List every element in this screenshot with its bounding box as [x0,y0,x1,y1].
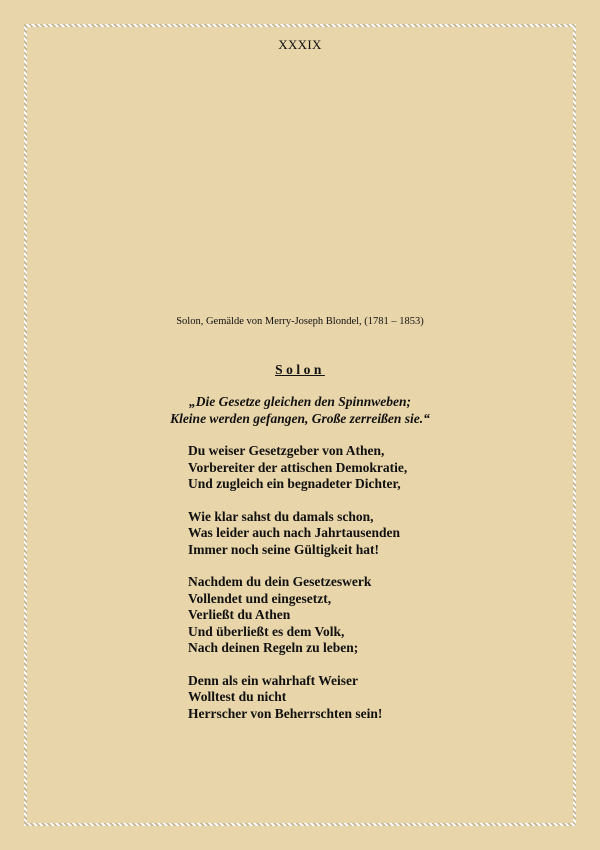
painting-caption: Solon, Gemälde von Merry-Joseph Blondel, (1781 – 1853) [176,316,424,327]
poem-line: Nachdem du dein Gesetzeswerk [188,574,372,589]
poem-line: Was leider auch nach Jahrtausenden [188,525,401,540]
poem-epigraph [0,393,600,427]
epigraph-line: „Die Gesetze gleichen den Spinnweben; [189,394,411,409]
stanza [188,509,407,559]
stanza [188,574,407,657]
poem-line: Und überließt es dem Volk, [188,623,345,639]
poem-line: Herrscher von Beherrschten sein! [188,705,383,721]
poem-line: Und zugleich ein begnadeter Dichter, [188,476,401,491]
page-number: XXXIX [278,37,322,52]
poem-line: Vollendet und eingesetzt, [188,590,332,606]
epigraph-line: Kleine werden gefangen, Große zerreißen sie.“ [170,411,430,426]
poem-line: Vorbereiter der attischen Demokratie, [188,459,408,475]
stanza [188,443,407,493]
poem-line: Du weiser Gesetzgeber von Athen, [188,443,385,458]
poem-title: Solon [275,362,325,377]
poem-line: Denn als ein wahrhaft Weiser [188,672,359,688]
poem-line: Immer noch seine Gültigkeit hat! [188,541,379,557]
poem-body [188,443,407,738]
poem-line: Wie klar sahst du damals schon, [188,508,374,524]
poem-line: Nach deinen Regeln zu leben; [188,640,359,655]
poem-line: Wolltest du nicht [188,689,287,704]
poem-line: Verließt du Athen [188,607,291,622]
stanza [188,673,407,723]
